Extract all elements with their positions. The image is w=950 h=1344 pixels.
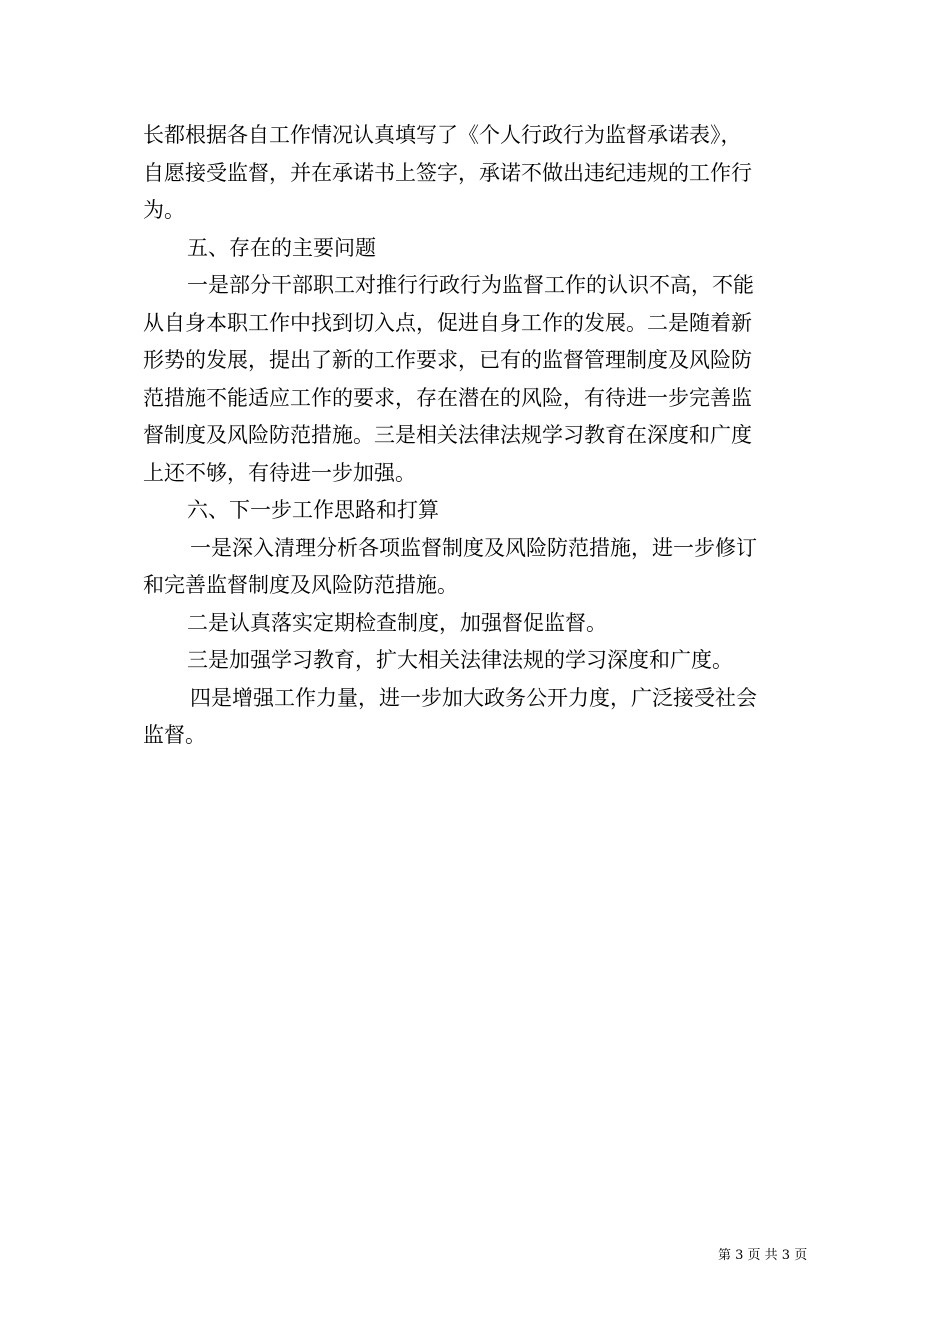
body-line: 形势的发展，提出了新的工作要求，已有的监督管理制度及风险防 [143, 348, 752, 372]
page-number: 第 3 页 共 3 页 [718, 1248, 808, 1263]
body-line: 督制度及风险防范措施。三是相关法律法规学习教育在深度和广度 [143, 423, 752, 447]
body-line: 监督。 [143, 723, 206, 747]
body-line: 上还不够，有待进一步加强。 [143, 460, 416, 485]
section-heading: 五、存在的主要问题 [187, 235, 376, 260]
body-line: 四是增强工作力量，进一步加大政务公开力度，广泛接受社会 [190, 685, 757, 710]
body-line: 二是认真落实定期检查制度，加强督促监督。 [187, 610, 607, 635]
body-line: 自愿接受监督，并在承诺书上签字，承诺不做出违纪违规的工作行 [143, 160, 752, 185]
document-body [143, 117, 810, 755]
body-line: 为。 [143, 198, 185, 222]
body-line: 一是部分干部职工对推行行政行为监督工作的认识不高，不能 [187, 273, 754, 297]
body-line: 三是加强学习教育，扩大相关法律法规的学习深度和广度。 [187, 648, 733, 672]
body-line: 和完善监督制度及风险防范措施。 [143, 573, 458, 597]
body-line: 一是深入清理分析各项监督制度及风险防范措施，进一步修订 [190, 535, 757, 560]
body-line: 范措施不能适应工作的要求，存在潜在的风险，有待进一步完善监 [143, 385, 752, 410]
body-line: 长都根据各自工作情况认真填写了《个人行政行为监督承诺表》， [143, 123, 742, 147]
body-line: 从自身本职工作中找到切入点，促进自身工作的发展。二是随着新 [143, 310, 752, 335]
section-heading: 六、下一步工作思路和打算 [187, 498, 439, 522]
